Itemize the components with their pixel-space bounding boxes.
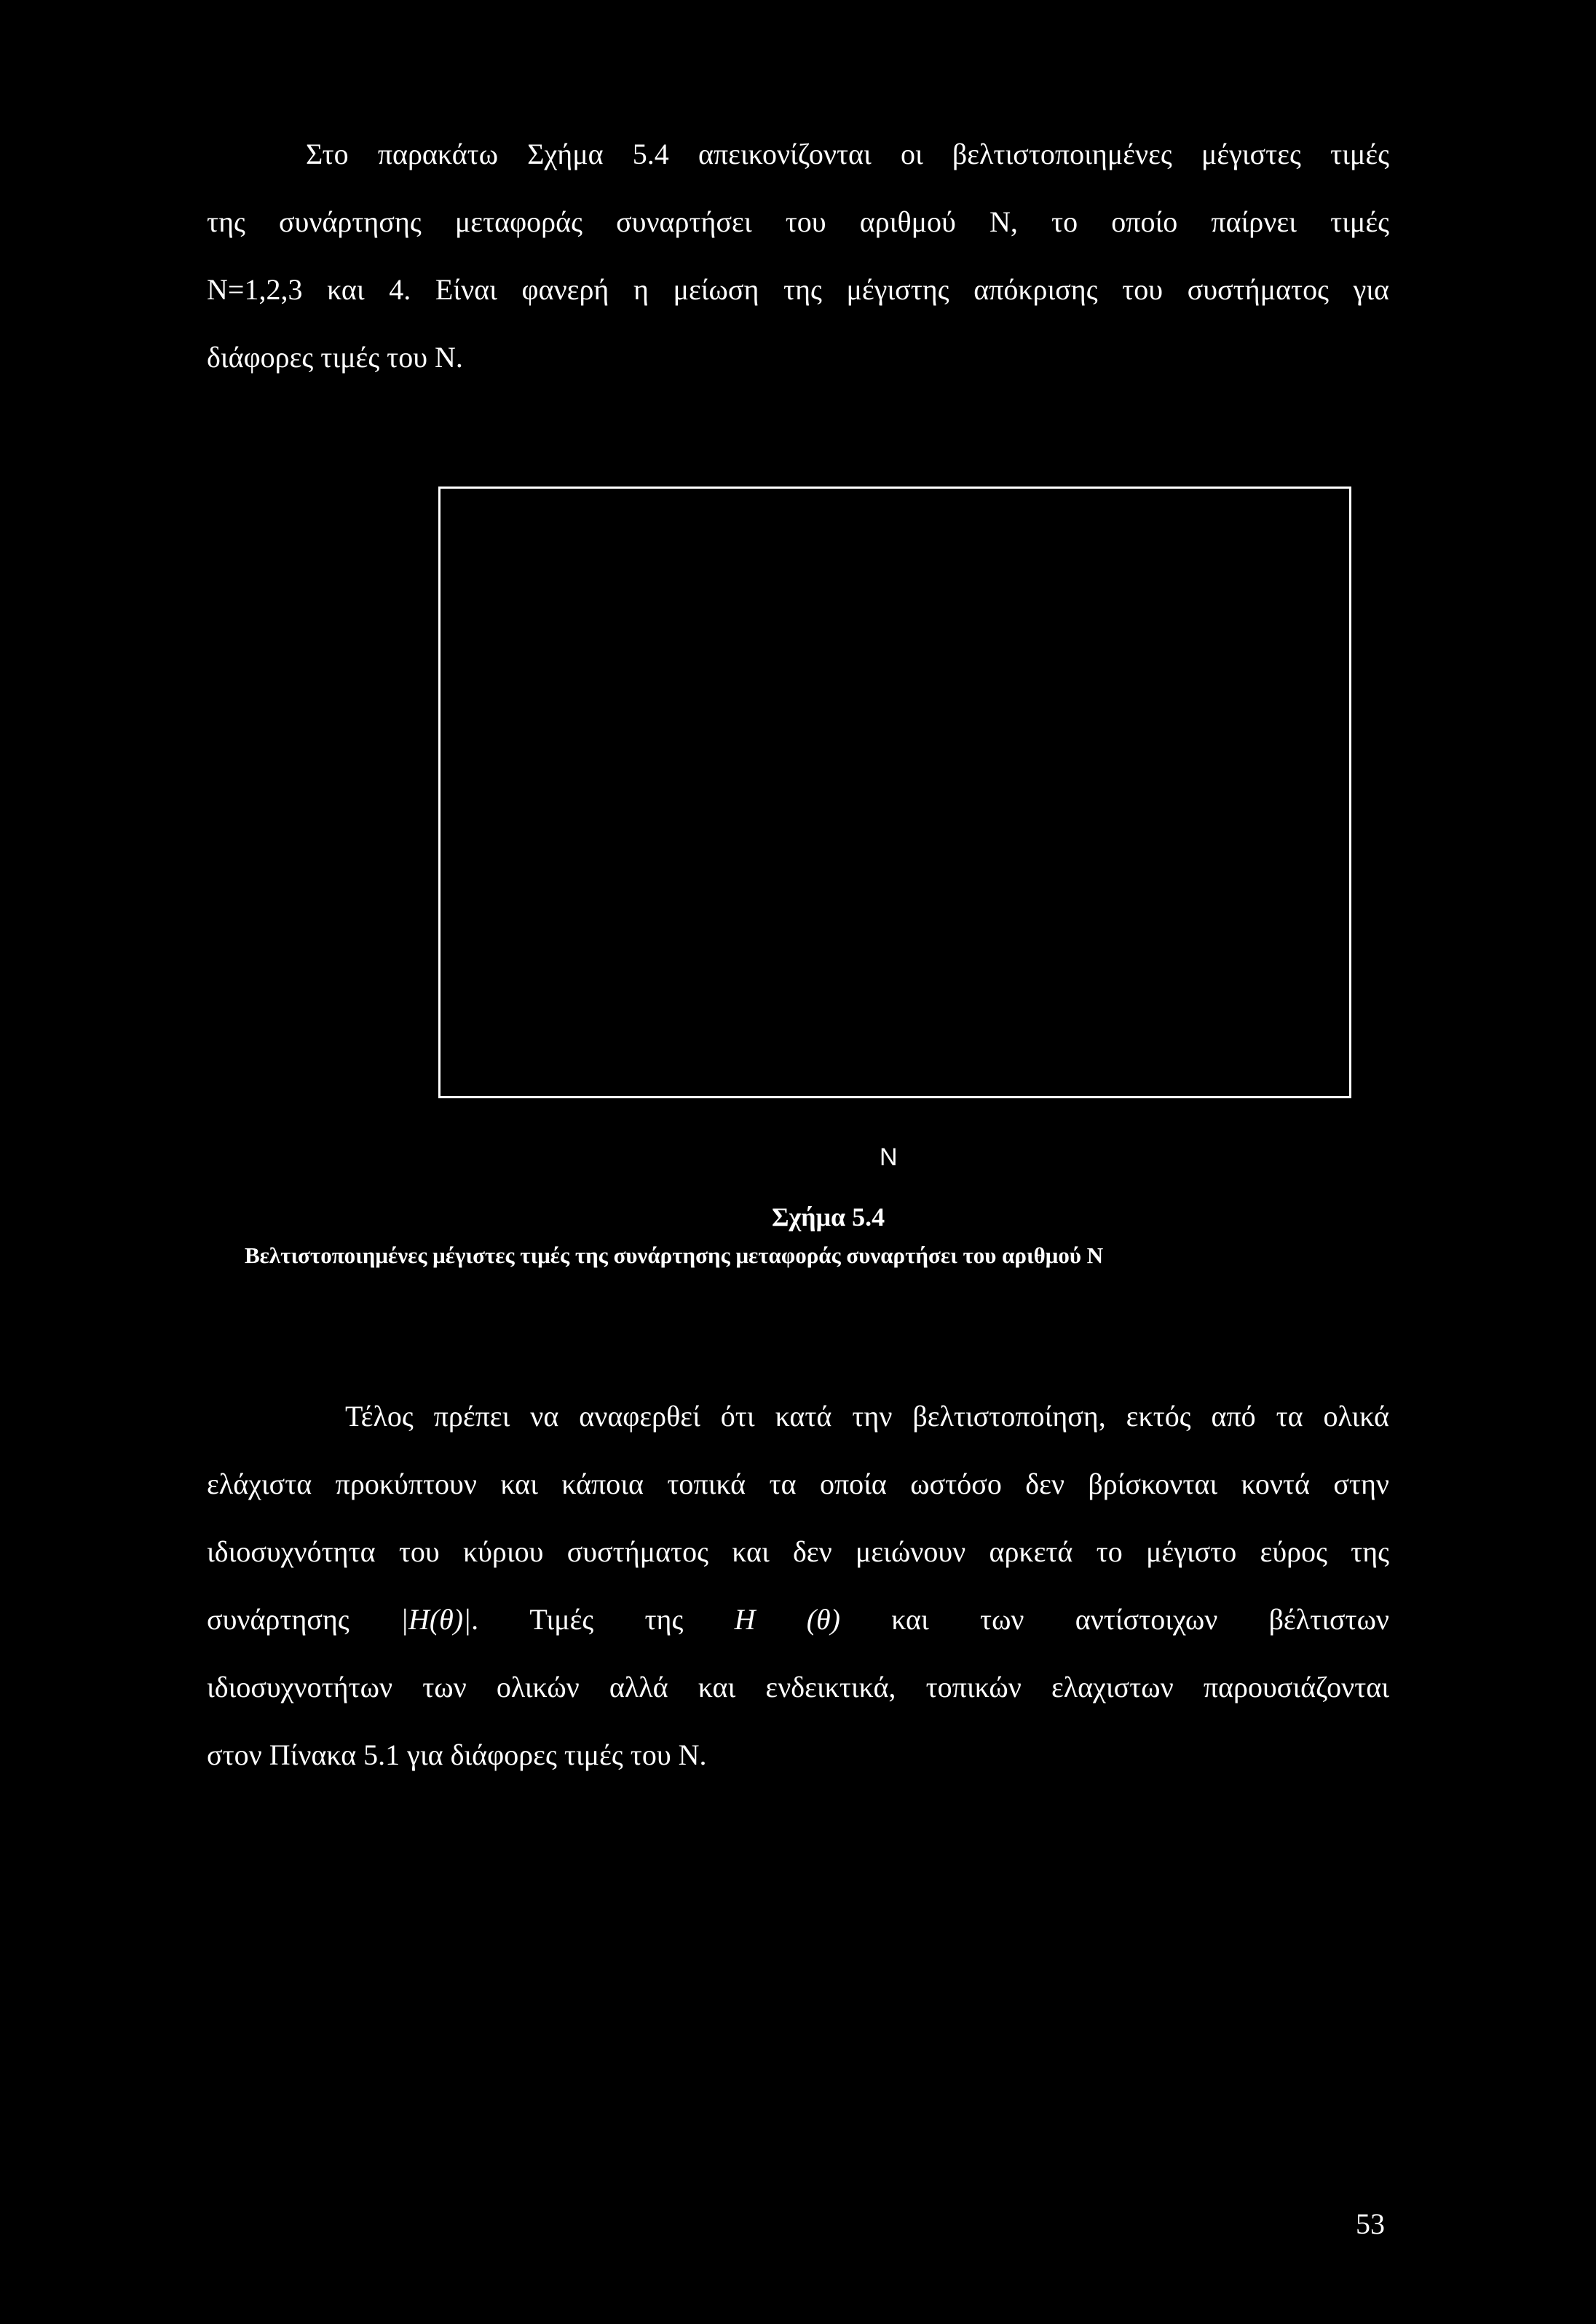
text-line: ιδιοσυχνότητα του κύριου συστήματος και δεν μειώνουν αρκετά το μέγιστο εύρος της [207,1535,1389,1568]
text-segment: συνάρτησης [207,1603,349,1636]
text-line: της συνάρτησης μεταφοράς συναρτήσει του αριθμού Ν, το οποίο παίρνει τιμές [207,205,1389,238]
figure-frame [438,487,1351,1098]
text-line: διάφορες τιμές του Ν. [207,341,463,374]
text-line [207,1382,1389,1450]
math-expression: H [734,1603,756,1636]
intro-paragraph [207,120,1389,391]
text-line: στον Πίνακα 5.1 για διάφορες τιμές του Ν. [207,1738,707,1771]
math-expression: |H(θ)| [400,1603,472,1636]
page-number: 53 [1356,2207,1385,2240]
x-axis-label: N [880,1143,898,1171]
text-segment: και των αντίστοιχων βέλτιστων [891,1603,1390,1636]
text-line [207,120,1389,188]
figure-caption-text: Βελτιστοποιημένες μέγιστες τιμές της συνάρτησης μεταφοράς συναρτήσει του αριθμού Ν [245,1242,1104,1268]
text-line: ιδιοσυχνοτήτων των ολικών αλλά και ενδεικτικά, τοπικών ελαχιστων παρουσιάζονται [207,1671,1389,1703]
text-line [207,1586,1389,1653]
math-expression: (θ) [806,1603,840,1636]
figure-caption-title: Σχήμα 5.4 [772,1202,885,1232]
text-line: Ν=1,2,3 και 4. Είναι φανερή η μείωση της μέγιστης απόκρισης του συστήματος για [207,273,1389,306]
text-line: ελάχιστα προκύπτουν και κάποια τοπικά τα οποία ωστόσο δεν βρίσκονται κοντά στην [207,1468,1389,1500]
closing-paragraph [207,1382,1389,1789]
text-line-content: Στο παρακάτω Σχήμα 5.4 απεικονίζονται οι βελτιστοποιημένες μέγιστες τιμές [306,138,1389,170]
text-line-content: Τέλος πρέπει να αναφερθεί ότι κατά την βελτιστοποίηση, εκτός από τα ολικά [345,1400,1389,1433]
text-segment: . Τιμές της [471,1603,684,1636]
